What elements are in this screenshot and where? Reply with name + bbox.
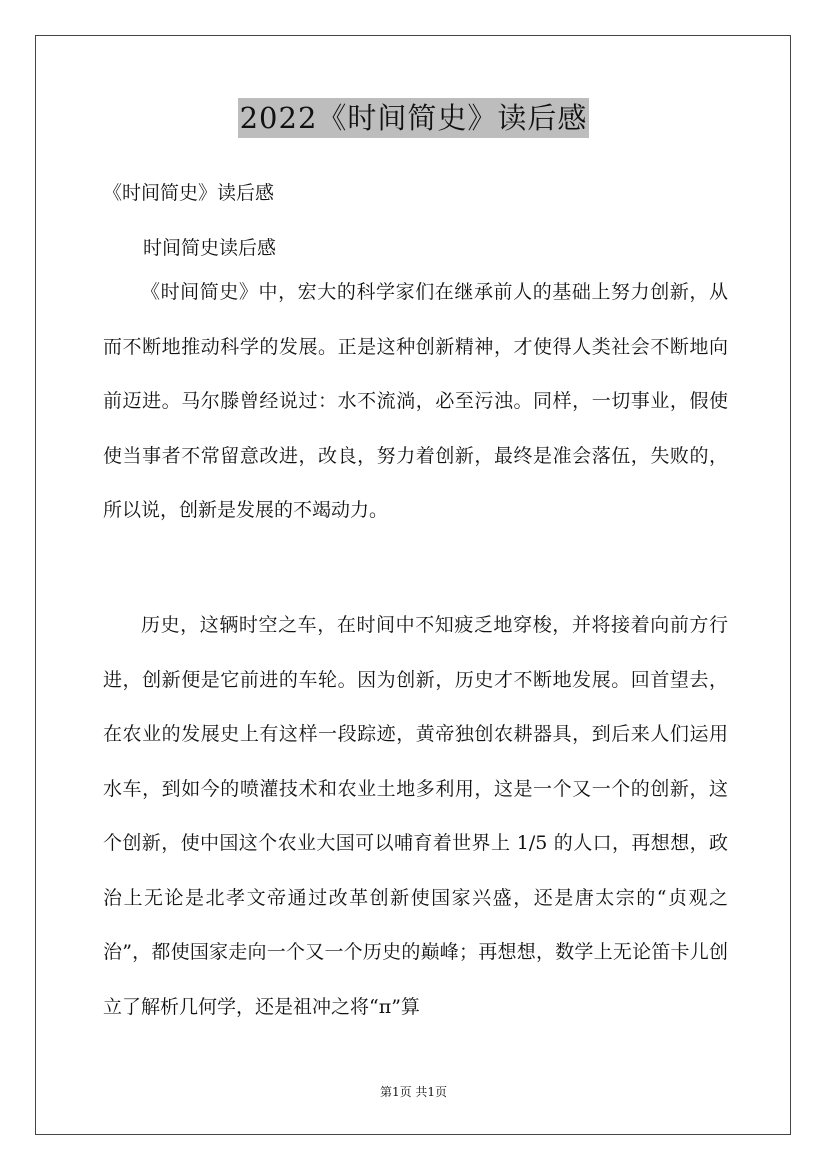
- subtitle-secondary: 时间简史读后感: [143, 237, 277, 259]
- paragraph-2: 历史，这辆时空之车，在时间中不知疲乏地穿梭，并将接着向前方行进，创新便是它前进的车轮。因为创新，历史才不断地发展。回首望去，在农业的发展史上有这样一段踪迹，黄帝独创农耕器具，到后来人们运用水车，到如今的喷灌技术和农业土地多利用，这是一个又一个的创新，这个创新，使中国这个农业大国可以哺育着世界上 1/5 的人口，再想想，政治上无论是北孝文帝通过改革创新使国家兴盛，还是唐太宗的“贞观之治”，都使国家走向一个又一个历史的巅峰；再想想，数学上无论笛卡儿创立了解析几何学，还是祖冲之将“π”算: [103, 614, 728, 1018]
- subtitle: 《时间简史》读后感: [103, 182, 275, 204]
- page-footer: 第1页 共1页: [379, 1085, 448, 1099]
- document-title: 2022《时间简史》读后感: [238, 98, 590, 138]
- document-title-wrap: [0, 98, 827, 138]
- paragraph-1: 《时间简史》中，宏大的科学家们在继承前人的基础上努力创新，从而不断地推动科学的发展。正是这种创新精神，才使得人类社会不断地向前迈进。马尔滕曾经说过：水不流淌，必至污浊。同样，一切事业，假使使当事者不常留意改进，改良，努力着创新，最终是准会落伍，失败的，所以说，创新是发展的不竭动力。: [103, 281, 728, 521]
